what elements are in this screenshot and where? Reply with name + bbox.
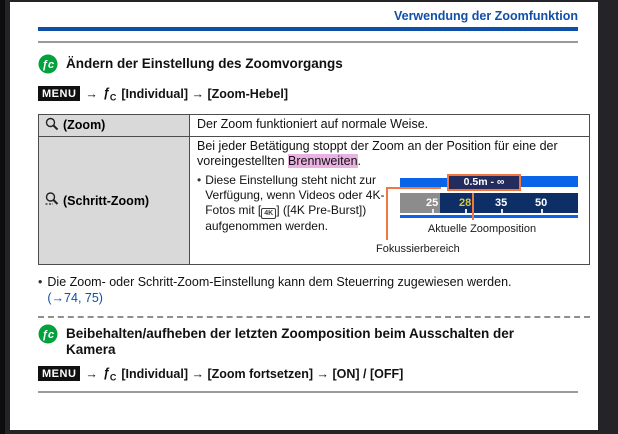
option-label: (Schritt-Zoom) <box>63 194 150 208</box>
section-title: Ändern der Einstellung des Zoomvorgangs <box>66 55 343 71</box>
footer-rule-gray <box>38 391 578 393</box>
bar-stripe <box>514 187 578 189</box>
section-heading-zoom-setting <box>38 54 590 74</box>
dashed-separator <box>38 316 590 318</box>
steuerring-note <box>38 274 590 306</box>
manual-page <box>10 2 598 430</box>
zoom-bar-illustration <box>376 173 582 261</box>
focal-value: 50 <box>535 196 548 209</box>
tick-mark <box>432 209 434 213</box>
viewer-edge <box>0 0 5 434</box>
focal-value: 35 <box>495 196 508 209</box>
tick-mark <box>501 209 503 213</box>
note-text: Diese Einstellung steht nicht zur Verfügung, wenn Videos oder 4K-Fotos mit [ 4K ] ([4K Pre-Burst]) aufgenommen werden. <box>205 172 385 233</box>
step-zoom-note <box>197 173 397 261</box>
section-title: Beibehalten/aufheben der letzten Zoomposition beim Ausschalten der Kamera <box>66 325 515 357</box>
menu-path-zoom-fortsetzen <box>38 366 590 383</box>
leader-line-focus <box>386 187 441 189</box>
menu-path-text: [Individual] → [Zoom fortsetzen] → [ON] / [OFF] <box>121 366 404 381</box>
table-row-zoom <box>39 115 590 137</box>
header-rule-blue <box>38 27 578 31</box>
focal-value: 25 <box>426 196 439 209</box>
focal-length-bar <box>400 193 578 213</box>
menu-path-text: [Individual] → [Zoom-Hebel] <box>121 86 289 101</box>
custom-menu-fc-glyph: $ƒ_C$ <box>102 85 117 102</box>
option-cell-zoom <box>39 115 190 137</box>
bullet-glyph: • <box>197 172 202 187</box>
magnifier-icon <box>45 117 59 132</box>
4k-preburst-icon: 4K <box>261 208 276 219</box>
bar-blue-underline <box>400 215 578 218</box>
section-heading-zoom-resume <box>38 324 590 358</box>
svg-text:ƒc: ƒc <box>41 58 55 71</box>
menu-badge: MENU <box>38 86 80 101</box>
focus-range-box: 0.5m - ∞ <box>447 174 521 191</box>
caption-focus-range: Fokussierbereich <box>376 242 460 255</box>
brennweiten-link[interactable]: Brennweiten <box>288 154 358 168</box>
description-cell-step-zoom <box>190 136 590 264</box>
step-zoom-description: Bei jeder Betätigung stoppt der Zoom an der Position für eine der voreingestellten Brennweiten. <box>197 138 558 168</box>
option-cell-step-zoom <box>39 136 190 264</box>
custom-menu-icon <box>38 324 58 344</box>
option-label: (Zoom) <box>63 118 106 132</box>
arrow-glyph: → <box>85 86 98 101</box>
page-reference-link[interactable]: (→74, 75) <box>47 290 103 305</box>
caption-current-zoom-position: Aktuelle Zoomposition <box>427 222 537 235</box>
table-row-step-zoom <box>39 136 590 264</box>
bar-stripe <box>400 176 447 178</box>
custom-menu-icon <box>38 54 58 74</box>
menu-path-zoom-hebel <box>38 86 590 103</box>
header-rule-gray <box>38 41 578 43</box>
focal-value-current: 28 <box>459 196 472 209</box>
zoom-options-table <box>38 114 590 265</box>
svg-text:ƒc: ƒc <box>41 328 55 341</box>
leader-line-focus <box>386 187 388 240</box>
magnifier-step-icon <box>45 192 59 208</box>
note-text: Die Zoom- oder Schritt-Zoom-Einstellung kann dem Steuerring zugewiesen werden. (→74, 75) <box>47 274 512 305</box>
arrow-glyph: → <box>85 366 98 381</box>
custom-menu-fc-glyph: $ƒ_C$ <box>102 365 117 382</box>
leader-line-current <box>472 193 474 220</box>
tick-mark <box>465 209 467 213</box>
menu-badge: MENU <box>38 366 80 381</box>
description-cell-zoom: Der Zoom funktioniert auf normale Weise. <box>190 115 590 137</box>
running-header[interactable]: Verwendung der Zoomfunktion <box>393 9 578 23</box>
bullet-glyph: • <box>38 274 43 289</box>
tick-mark <box>541 209 543 213</box>
